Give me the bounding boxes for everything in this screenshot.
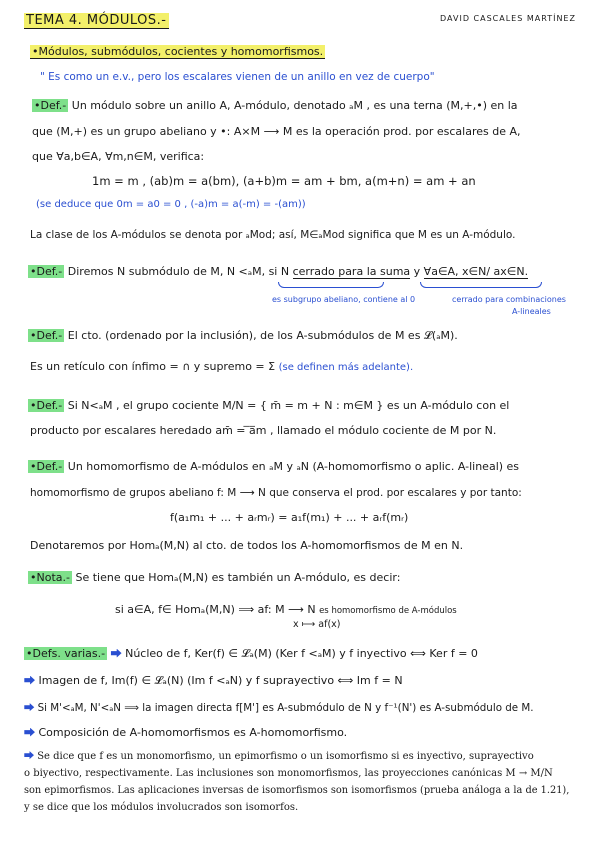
final-text1: Se dice que f es un monomorfismo, un epimorfismo o un isomorfismo si es inyectivo, suprayectivo [37,751,534,762]
arrow-icon: ⮕ [24,751,34,762]
def5-line3: Denotaremos por Homₐ(M,N) al cto. de todos los A-homomorfismos de M en N. [30,539,464,552]
defs-item-1: Núcleo de f, Ker(f) ∈ 𝓛ₐ(M) (Ker f <ₐM) y f inyectivo ⟺ Ker f = 0 [125,647,478,660]
section-heading: •Módulos, submódulos, cocientes y homomorfismos. [32,45,324,58]
defs-item-3: Si M'<ₐM, N'<ₐN ⟹ la imagen directa f[M'] es A-submódulo de N y f⁻¹(N') es A-submódulo de M. [37,702,534,714]
nota-text2b: es homomorfismo de A-módulos [319,606,457,616]
def-tag: •Def.- [30,460,63,473]
defs-line2 [24,674,403,688]
def-tag: •Def.- [30,399,63,412]
section-quote: " Es como un e.v., pero los escalares vienen de un anillo en vez de cuerpo" [40,71,435,83]
defs-line4 [24,726,347,740]
def5-line2: homomorfismo de grupos abeliano f: M ⟶ N que conserva el prod. por escalares y por tanto: [30,487,522,499]
def2-text-a: Diremos N submódulo de M, N <ₐM, si N [67,265,290,278]
author-name: DAVID CASCALES MARTÍNEZ [440,14,576,23]
final-line1 [24,750,534,764]
def4-text1: Si N<ₐM , el grupo cociente M/N = { m̄ = m + N : m∈M } es un A-módulo con el [67,399,510,412]
module-axioms: 1m = m , (ab)m = a(bm), (a+b)m = am + bm, a(m+n) = am + an [92,174,476,188]
class-notation-line: La clase de los A-módulos se denota por ₐMod; así, M∈ₐMod significa que M es un A-módulo. [30,229,516,241]
def1-text1: Un módulo sobre un anillo A, A-módulo, denotado ₐM , es una terna (M,+,•) en la [71,99,518,112]
final-line4: y se dice que los módulos involucrados son isomorfos. [24,802,299,813]
nota-text1: Se tiene que Homₐ(M,N) es también un A-módulo, es decir: [75,571,401,584]
defs-item-4: Composición de A-homomorfismos es A-homomorfismo. [38,726,348,739]
hom-formula: f(a₁m₁ + ... + aᵣmᵣ) = a₁f(m₁) + ... + aᵣf(mᵣ) [170,511,409,524]
defs-tag: •Defs. varias.- [26,647,106,660]
def-tag: •Def.- [34,99,67,112]
def-tag: •Def.- [30,265,63,278]
arrow-icon: ⮕ [24,702,35,714]
def1-line2: que (M,+) es un grupo abeliano y •: A×M ⟶ M es la operación prod. por escalares de A, [32,125,521,138]
def2-text-d: ∀a∈A, x∈N/ ax∈N. [423,265,529,278]
arrow-icon: ⮕ [24,674,35,687]
def2-text-c: y [413,265,421,278]
def2-note-right-1: cerrado para combinaciones [452,295,566,304]
nota-line1 [28,571,400,585]
def4-line1 [28,399,509,413]
defs-line1 [24,647,478,661]
def2-text-b: cerrado para la suma [292,265,411,278]
brace-right [420,282,542,288]
defs-line3 [24,701,534,715]
nota-text2a: si a∈A, f∈ Homₐ(M,N) ⟹ af: M ⟶ N [115,603,316,616]
def1-deduce: (se deduce que 0m = a0 = 0 , (-a)m = a(-m) = -(am)) [36,199,306,210]
final-line2: o biyectivo, respectivamente. Las inclusiones son monomorfismos, las proyecciones canónicas M → M/N [24,768,553,779]
page-title: TEMA 4. MÓDULOS.- [26,13,167,28]
def1-line1 [32,99,518,113]
def5-text1: Un homomorfismo de A-módulos en ₐM y ₐN (A-homomorfismo o aplic. A-lineal) es [67,460,520,473]
def3-line2 [30,360,413,375]
arrow-icon: ⮕ [110,647,122,660]
nota-line2 [115,603,457,618]
def2-note-right-2: A-lineales [512,307,551,316]
def3-text2a: Es un retículo con ínfimo = ∩ y supremo = Σ [30,360,276,373]
def3-line1 [28,329,458,343]
brace-left [278,282,384,288]
nota-tag: •Nota.- [30,571,70,584]
arrow-icon: ⮕ [24,726,35,739]
defs-item-2: Imagen de f, Im(f) ∈ 𝓛ₐ(N) (Im f <ₐN) y f suprayectivo ⟺ Im f = N [38,674,403,687]
def3-text1: El cto. (ordenado por la inclusión), de los A-submódulos de M es 𝓛(ₐM). [67,329,458,342]
def2-line1 [28,265,528,279]
nota-line3: x ⟼ af(x) [293,619,341,630]
def3-text2b: (se definen más adelante). [278,362,414,373]
final-line3: son epimorfismos. Las aplicaciones inversas de isomorfismos son isomorfismos (prueba análoga a la de 1.21), [24,785,570,796]
def1-line3: que ∀a,b∈A, ∀m,n∈M, verifica: [32,150,205,163]
def-tag: •Def.- [30,329,63,342]
def4-line2: producto por escalares heredado am̄ = ̅a̅m , llamado el módulo cociente de M por N. [30,424,497,437]
def5-line1 [28,460,519,474]
def2-note-left: es subgrupo abeliano, contiene al 0 [272,295,416,304]
